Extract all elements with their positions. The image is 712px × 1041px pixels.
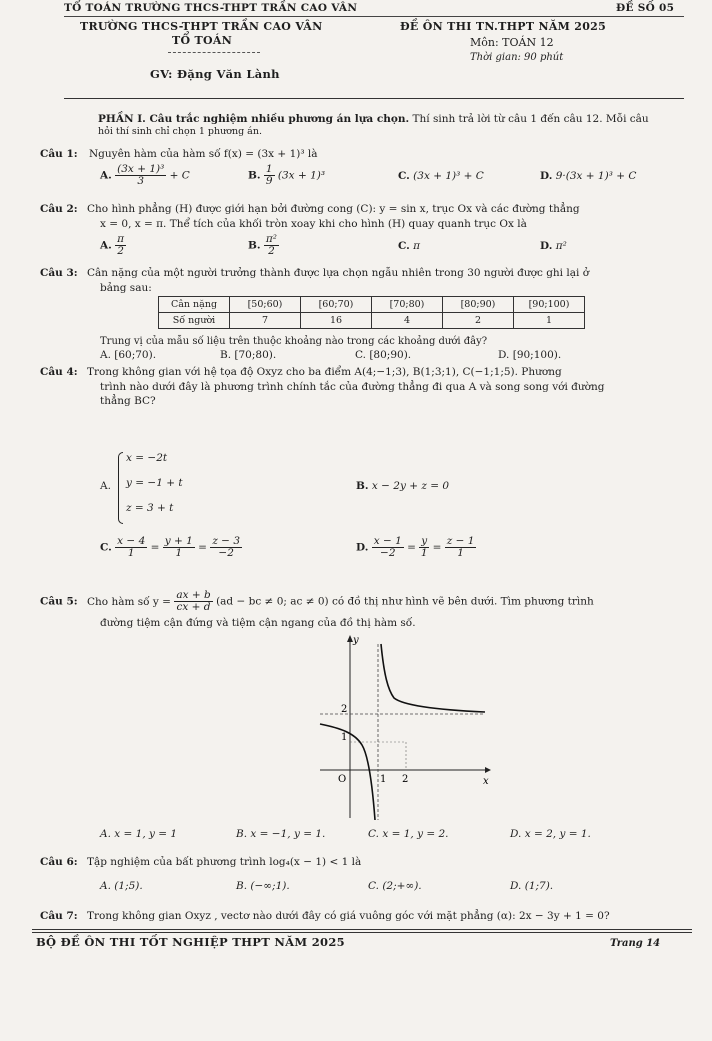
footer-rule-2 — [32, 932, 692, 933]
question-5 — [40, 590, 594, 613]
q6-option-b[interactable]: B. (−∞;1). — [236, 880, 290, 892]
q4-option-c[interactable]: C. $\frac{x - 4}{1}$ = $\frac{y + 1}{1}$ = $\frac{z - 3}{-2}$ — [100, 535, 240, 559]
q4-b-label: B. — [356, 480, 369, 492]
teacher-name: GV: Đặng Văn Lành — [150, 67, 280, 81]
q4-a-eq3: z = 3 + t — [126, 502, 174, 514]
q2-line2: x = 0, x = π. Thể tích của khối tròn xoay khi cho hình (H) quay quanh trục Ox là — [100, 218, 527, 230]
q6-option-c[interactable]: C. (2;+∞). — [368, 880, 422, 892]
x-axis-arrow — [485, 767, 491, 773]
q4-d-d1: −2 — [380, 547, 396, 559]
q3-label: Câu 3: — [40, 267, 78, 279]
q2-c-text: π — [413, 240, 421, 252]
table-head-cell: Cân nặng — [159, 297, 230, 313]
q1-b-num: 1 — [265, 163, 273, 175]
q2-c-label: C. — [398, 240, 410, 252]
q5-line1a: Cho hàm số y = — [86, 595, 171, 608]
question-2 — [40, 203, 580, 215]
question-4 — [40, 366, 562, 378]
q4-option-a-label[interactable]: A. — [100, 480, 111, 492]
q2-b-num: π² — [265, 233, 277, 245]
q4-d-n2: y — [421, 535, 428, 547]
q5-num: ax + b — [176, 589, 211, 601]
question-7 — [40, 910, 610, 922]
q1-d-text: 9·(3x + 1)³ + C — [555, 170, 637, 182]
q1-a-label: A. — [100, 169, 112, 182]
tick-y-1: 1 — [341, 732, 348, 743]
q1-b-den: 9 — [265, 175, 273, 187]
q4-option-d[interactable]: D. $\frac{x - 1}{-2}$ = $\frac{y}{1}$ = $\frac{z - 1}{1}$ — [356, 535, 475, 559]
table-head-cell: [90;100) — [514, 297, 585, 313]
table-head-cell: [60;70) — [301, 297, 372, 313]
q4-d-n1: x − 1 — [373, 535, 402, 547]
footer-title: BỘ ĐỀ ÔN THI TỐT NGHIỆP THPT NĂM 2025 — [36, 935, 345, 949]
tick-x-2: 2 — [402, 774, 409, 785]
q1-a-tail: + C — [169, 169, 190, 182]
q6-option-a[interactable]: A. (1;5). — [100, 880, 143, 892]
curve-left-branch — [320, 724, 375, 820]
q5-den: cx + d — [176, 601, 211, 613]
table-cell: 1 — [514, 313, 585, 329]
q1-text: Nguyên hàm của hàm số f(x) = (3x + 1)³ là — [88, 148, 318, 160]
q5-graph — [280, 630, 500, 822]
exam-time: Thời gian: 90 phút — [470, 52, 564, 63]
q1-label: Câu 1: — [40, 148, 78, 160]
q3-question: Trung vị của mẫu số liệu trên thuộc khoảng nào trong các khoảng dưới đây? — [100, 336, 488, 347]
q6-text: Tập nghiệm của bất phương trình log₄(x − 1) < 1 là — [86, 856, 362, 868]
q4-line2: trình nào dưới đây là phương trình chính tắc của đường thẳng đi qua A và song song với đường — [100, 381, 605, 393]
subject: Môn: TOÁN 12 — [470, 36, 554, 49]
q3-option-d[interactable]: D. [90;100). — [498, 349, 562, 361]
q5-option-c[interactable]: C. x = 1, y = 2. — [368, 828, 449, 840]
q2-d-text: π² — [555, 240, 567, 252]
q4-option-b[interactable] — [356, 480, 449, 492]
table-cell: 4 — [372, 313, 443, 329]
header-rule-bottom — [64, 98, 684, 99]
origin-label: O — [338, 774, 347, 785]
q1-option-d[interactable] — [540, 170, 636, 182]
table-cell: 16 — [301, 313, 372, 329]
question-3 — [40, 267, 589, 279]
part1-intro-line2: hỏi thí sinh chỉ chọn 1 phương án. — [98, 126, 262, 137]
q4-d-d3: 1 — [457, 547, 464, 559]
q5-option-a[interactable]: A. x = 1, y = 1 — [100, 828, 178, 840]
q7-label: Câu 7: — [40, 910, 78, 922]
weight-table — [158, 296, 585, 329]
dept-underline — [168, 52, 260, 53]
q5-option-d[interactable]: D. x = 2, y = 1. — [510, 828, 591, 840]
q1-d-label: D. — [540, 170, 553, 182]
q4-c-n3: z − 3 — [212, 535, 240, 547]
tick-x-1: 1 — [380, 774, 387, 785]
school-name: TRƯỜNG THCS-THPT TRẦN CAO VÂN — [80, 20, 323, 33]
q5-line2: đường tiệm cận đứng và tiệm cận ngang của đồ thị hàm số. — [100, 617, 416, 629]
q2-a-num: π — [117, 233, 125, 245]
q4-label: Câu 4: — [40, 366, 78, 378]
q1-b-label: B. — [248, 169, 261, 182]
q3-option-c[interactable]: C. [80;90). — [355, 349, 412, 361]
q2-option-b[interactable] — [248, 234, 279, 257]
q2-line1: Cho hình phẳng (H) được giới hạn bởi đường cong (C): y = sin x, trục Ox và các đường thẳng — [86, 203, 580, 215]
q2-a-den: 2 — [117, 245, 124, 257]
q4-a-eq1: x = −2t — [126, 452, 168, 464]
part1-intro-line1: Thí sinh trả lời từ câu 1 đến câu 12. Mỗi câu — [412, 113, 649, 125]
q4-c-d3: −2 — [218, 547, 234, 559]
q2-option-d[interactable] — [540, 240, 567, 252]
part1-heading — [98, 113, 649, 125]
q3-option-b[interactable]: B. [70;80). — [220, 349, 277, 361]
q5-option-b[interactable]: B. x = −1, y = 1. — [236, 828, 326, 840]
question-6 — [40, 856, 361, 868]
q1-a-den: 3 — [137, 175, 145, 187]
q4-d-n3: z − 1 — [446, 535, 475, 547]
q5-label: Câu 5: — [40, 595, 78, 608]
table-cell: Số người — [159, 313, 230, 329]
q4-b-text: x − 2y + z = 0 — [371, 480, 450, 492]
q4-c-d2: 1 — [175, 547, 183, 559]
q4-line3: thẳng BC? — [100, 395, 156, 407]
q2-b-den: 2 — [268, 245, 275, 257]
header-exam-number: ĐỀ SỐ 05 — [616, 2, 675, 14]
q3-line1: Cân nặng của một người trưởng thành được lựa chọn ngẫu nhiên trong 30 người được ghi lại ở — [86, 267, 590, 279]
q4-c-d1: 1 — [127, 547, 135, 559]
q1-b-text: (3x + 1)³ — [277, 169, 326, 182]
header-rule-top — [64, 16, 684, 17]
q1-c-text: (3x + 1)³ + C — [413, 170, 484, 182]
x-axis-label: x — [483, 776, 489, 787]
table-cell: 2 — [443, 313, 514, 329]
question-1 — [40, 148, 318, 160]
table-cell: 7 — [230, 313, 301, 329]
department: TỔ TOÁN — [172, 34, 233, 47]
q4-d-label: D. — [356, 541, 369, 554]
q4-a-eq2: y = −1 + t — [126, 477, 183, 489]
q1-option-a[interactable] — [100, 164, 190, 187]
curve-right-branch — [381, 644, 485, 712]
q4-d-d2: 1 — [420, 547, 428, 559]
q5-line1b: (ad − bc ≠ 0; ac ≠ 0) có đồ thị như hình vẽ bên dưới. Tìm phương trình — [216, 595, 594, 608]
weight-table-header-row — [159, 297, 585, 313]
table-head-cell: [80;90) — [443, 297, 514, 313]
q1-a-num: (3x + 1)³ — [117, 163, 165, 175]
q4-c-n2: y + 1 — [164, 535, 193, 547]
q3-option-a[interactable]: A. [60;70). — [100, 349, 157, 361]
q1-c-label: C. — [398, 170, 410, 182]
q7-text: Trong không gian Oxyz , vectơ nào dưới đây có giá vuông góc với mặt phẳng (α): 2x − 3y + 1 = 0? — [86, 910, 610, 922]
q6-option-d[interactable]: D. (1;7). — [510, 880, 554, 892]
exam-title: ĐỀ ÔN THI TN.THPT NĂM 2025 — [400, 20, 607, 33]
q3-line2: bảng sau: — [100, 282, 152, 294]
q4-a-brace — [118, 452, 123, 524]
q6-label: Câu 6: — [40, 856, 78, 868]
table-head-cell: [50;60) — [230, 297, 301, 313]
y-axis-label: y — [353, 635, 359, 646]
weight-table-count-row — [159, 313, 585, 329]
table-head-cell: [70;80) — [372, 297, 443, 313]
q2-label: Câu 2: — [40, 203, 78, 215]
q2-d-label: D. — [540, 240, 553, 252]
footer-rule-1 — [32, 929, 692, 930]
q2-option-a[interactable] — [100, 234, 126, 257]
q4-c-n1: x − 4 — [117, 535, 146, 547]
q4-c-label: C. — [100, 541, 112, 554]
q2-b-label: B. — [248, 239, 261, 252]
q2-a-label: A. — [100, 239, 112, 252]
q2-option-c[interactable] — [398, 240, 420, 252]
header-top-left: TỔ TOÁN TRƯỜNG THCS-THPT TRẦN CAO VÂN — [64, 2, 358, 14]
page-number: Trang 14 — [610, 938, 661, 949]
q1-option-b[interactable] — [248, 164, 325, 187]
tick-y-2: 2 — [341, 704, 348, 715]
part1-title: PHẦN I. Câu trắc nghiệm nhiều phương án lựa chọn. — [98, 113, 410, 125]
q4-line1: Trong không gian với hệ tọa độ Oxyz cho ba điểm A(4;−1;3), B(1;3;1), C(−1;1;5). Phương — [86, 366, 562, 378]
q1-option-c[interactable] — [398, 170, 484, 182]
